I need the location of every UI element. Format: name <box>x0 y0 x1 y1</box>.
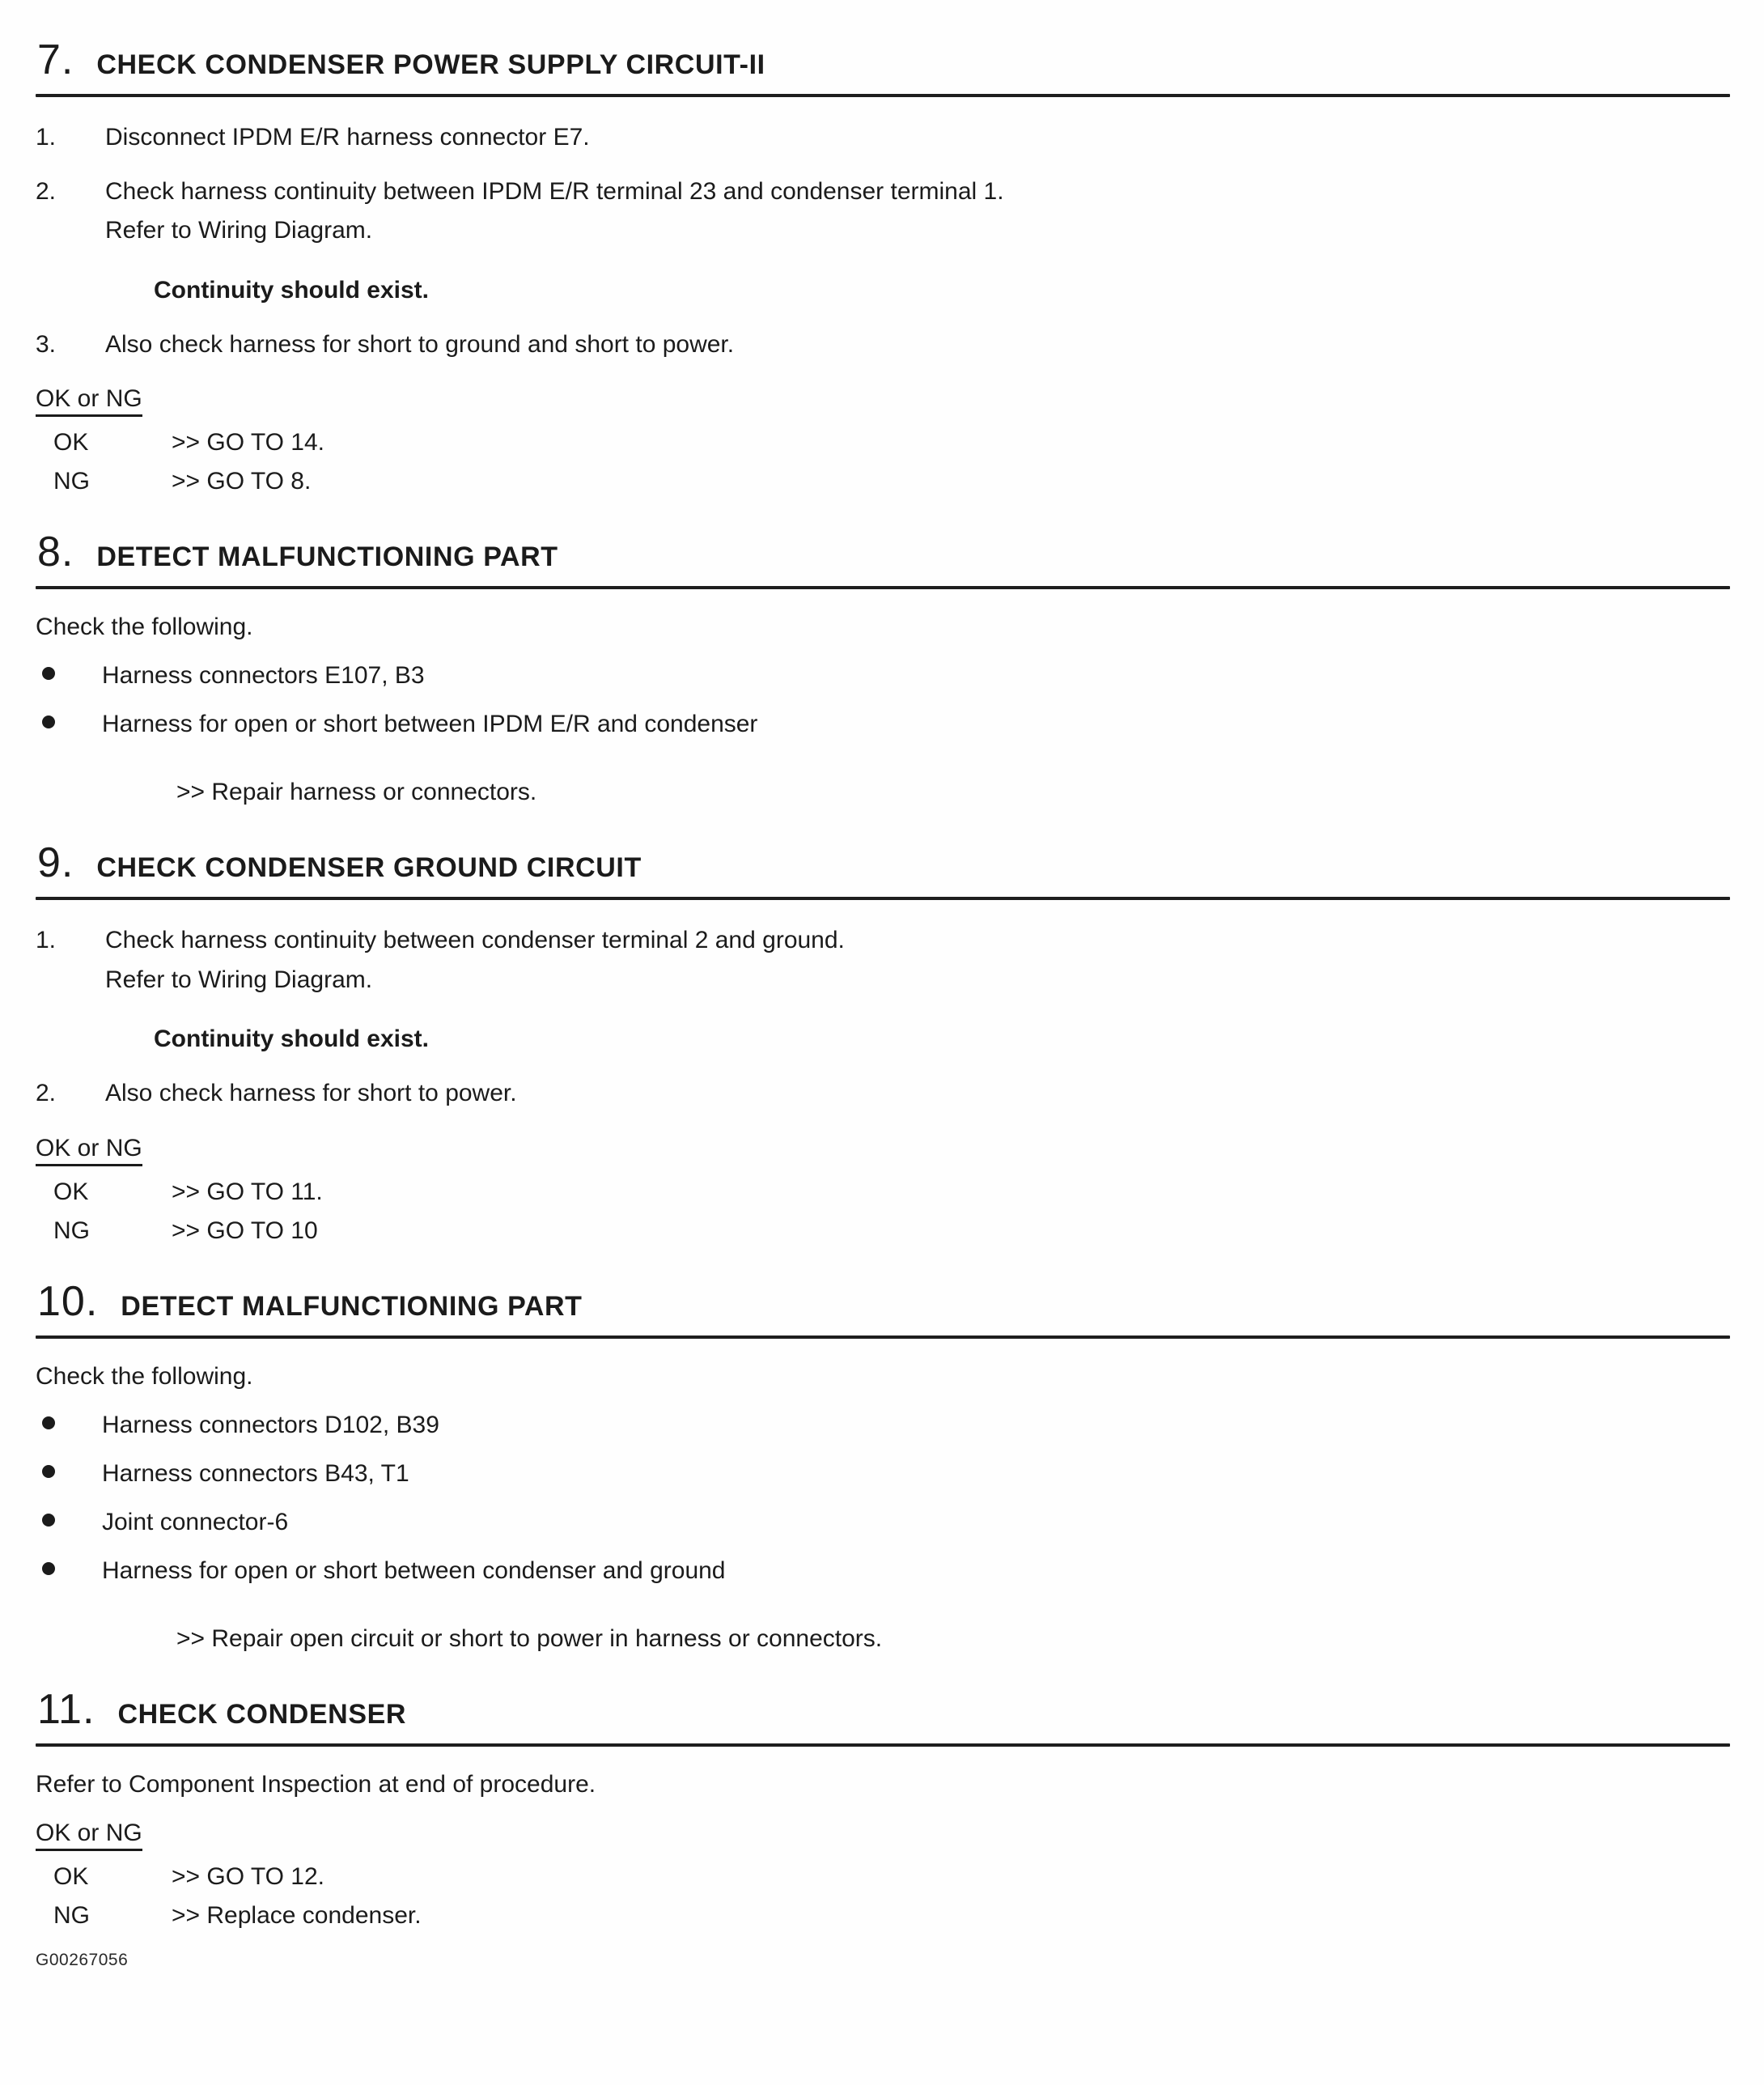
step-number: 2. <box>36 1080 57 1106</box>
step <box>36 176 1730 254</box>
step-number: 3. <box>36 330 57 358</box>
result-row <box>53 1902 1730 1930</box>
bullet-text: Joint connector-6 <box>102 1508 289 1535</box>
repair-action: >> Repair open circuit or short to power in harness or connectors. <box>176 1624 883 1652</box>
result-verdict: NG <box>53 468 90 495</box>
step <box>36 1077 1730 1117</box>
step <box>36 329 1730 368</box>
okng-label-text: OK or NG <box>36 1820 142 1851</box>
bullet-item <box>42 1557 1730 1585</box>
section-title: CHECK CONDENSER POWER SUPPLY CIRCUIT-II <box>96 49 765 80</box>
okng-label-text: OK or NG <box>36 385 142 417</box>
bullet-item <box>42 1460 1730 1488</box>
result-verdict: OK <box>53 1178 89 1205</box>
section-number: 9. <box>37 839 74 886</box>
bullet-icon <box>42 667 55 680</box>
section-heading <box>37 1277 1730 1325</box>
intro-text: Refer to Component Inspection at end of procedure. <box>36 1770 596 1798</box>
section-divider <box>36 94 1730 97</box>
result-row <box>53 429 1730 456</box>
result-verdict: OK <box>53 429 89 456</box>
result-action: >> GO TO 14. <box>172 429 324 456</box>
step-text: Also check harness for short to ground and short to power. <box>105 330 735 358</box>
bullet-icon <box>42 1465 55 1478</box>
section-number: 11. <box>37 1685 95 1733</box>
result-action: >> Replace condenser. <box>172 1901 422 1929</box>
bullet-icon <box>42 1514 55 1527</box>
step-text: Disconnect IPDM E/R harness connector E7. <box>105 124 590 151</box>
section-title: DETECT MALFUNCTIONING PART <box>96 541 558 572</box>
section-divider <box>36 897 1730 900</box>
step-text: Check harness continuity between condenser terminal 2 and ground. <box>105 927 845 953</box>
intro-text: Check the following. <box>36 614 253 640</box>
result-verdict: OK <box>53 1862 89 1890</box>
section-divider <box>36 586 1730 589</box>
bullet-icon <box>42 1416 55 1429</box>
section-heading <box>37 839 1730 886</box>
step-body <box>105 924 1730 1003</box>
result-verdict: NG <box>53 1217 90 1244</box>
spec-text: Continuity should exist. <box>154 1026 430 1052</box>
step <box>36 121 1730 161</box>
bullet-item <box>42 662 1730 690</box>
result-row <box>53 1217 1730 1245</box>
result-row <box>53 1863 1730 1891</box>
section-divider <box>36 1336 1730 1339</box>
step <box>36 924 1730 1003</box>
step-text: Also check harness for short to power. <box>105 1080 517 1106</box>
intro-text: Check the following. <box>36 1362 253 1390</box>
step-text: Check harness continuity between IPDM E/R terminal 23 and condenser terminal 1. <box>105 177 1004 205</box>
step-number: 1. <box>36 927 57 953</box>
section-title: DETECT MALFUNCTIONING PART <box>121 1290 583 1322</box>
okng-label-text: OK or NG <box>36 1135 142 1166</box>
section-heading <box>37 531 1730 573</box>
bullet-text: Harness connectors D102, B39 <box>102 1411 439 1438</box>
section-11 <box>36 1685 1730 1930</box>
spec-text: Continuity should exist. <box>154 276 430 304</box>
result-row <box>53 1178 1730 1206</box>
okng-label <box>36 1135 1730 1162</box>
okng-label <box>36 385 1730 413</box>
step-number: 1. <box>36 124 57 151</box>
bullet-item <box>42 1412 1730 1439</box>
result-row <box>53 468 1730 495</box>
result-verdict: NG <box>53 1901 90 1929</box>
section-number: 8. <box>37 529 74 575</box>
section-10 <box>36 1277 1730 1653</box>
okng-label <box>36 1820 1730 1847</box>
section-number: 10. <box>37 1277 99 1325</box>
bullet-text: Harness for open or short between IPDM E/R and condenser <box>102 711 758 737</box>
result-action: >> GO TO 11. <box>172 1178 323 1205</box>
step-body <box>105 176 1730 254</box>
bullet-text: Harness connectors B43, T1 <box>102 1459 409 1487</box>
repair-action: >> Repair harness or connectors. <box>176 779 537 805</box>
step-text: Refer to Wiring Diagram. <box>105 966 373 993</box>
section-heading <box>37 1685 1730 1733</box>
step-body <box>105 121 1730 161</box>
result-action: >> GO TO 10 <box>172 1217 318 1244</box>
step-number: 2. <box>36 177 57 205</box>
bullet-icon <box>42 1562 55 1575</box>
section-number: 7. <box>37 36 74 83</box>
section-divider <box>36 1743 1730 1747</box>
section-7 <box>36 36 1730 495</box>
section-title: CHECK CONDENSER GROUND CIRCUIT <box>96 852 642 883</box>
section-title: CHECK CONDENSER <box>117 1698 407 1730</box>
bullet-text: Harness connectors E107, B3 <box>102 662 425 689</box>
bullet-icon <box>42 716 55 728</box>
bullet-text: Harness for open or short between condenser and ground <box>102 1556 726 1584</box>
figure-id: G00267056 <box>36 1950 129 1969</box>
section-8 <box>36 531 1730 806</box>
section-heading <box>37 36 1730 83</box>
step-body <box>105 329 1730 368</box>
result-action: >> GO TO 8. <box>172 468 312 495</box>
bullet-item <box>42 711 1730 738</box>
step-text: Refer to Wiring Diagram. <box>105 217 373 244</box>
step-body <box>105 1077 1730 1117</box>
bullet-item <box>42 1509 1730 1536</box>
result-action: >> GO TO 12. <box>172 1862 324 1890</box>
section-9 <box>36 839 1730 1245</box>
